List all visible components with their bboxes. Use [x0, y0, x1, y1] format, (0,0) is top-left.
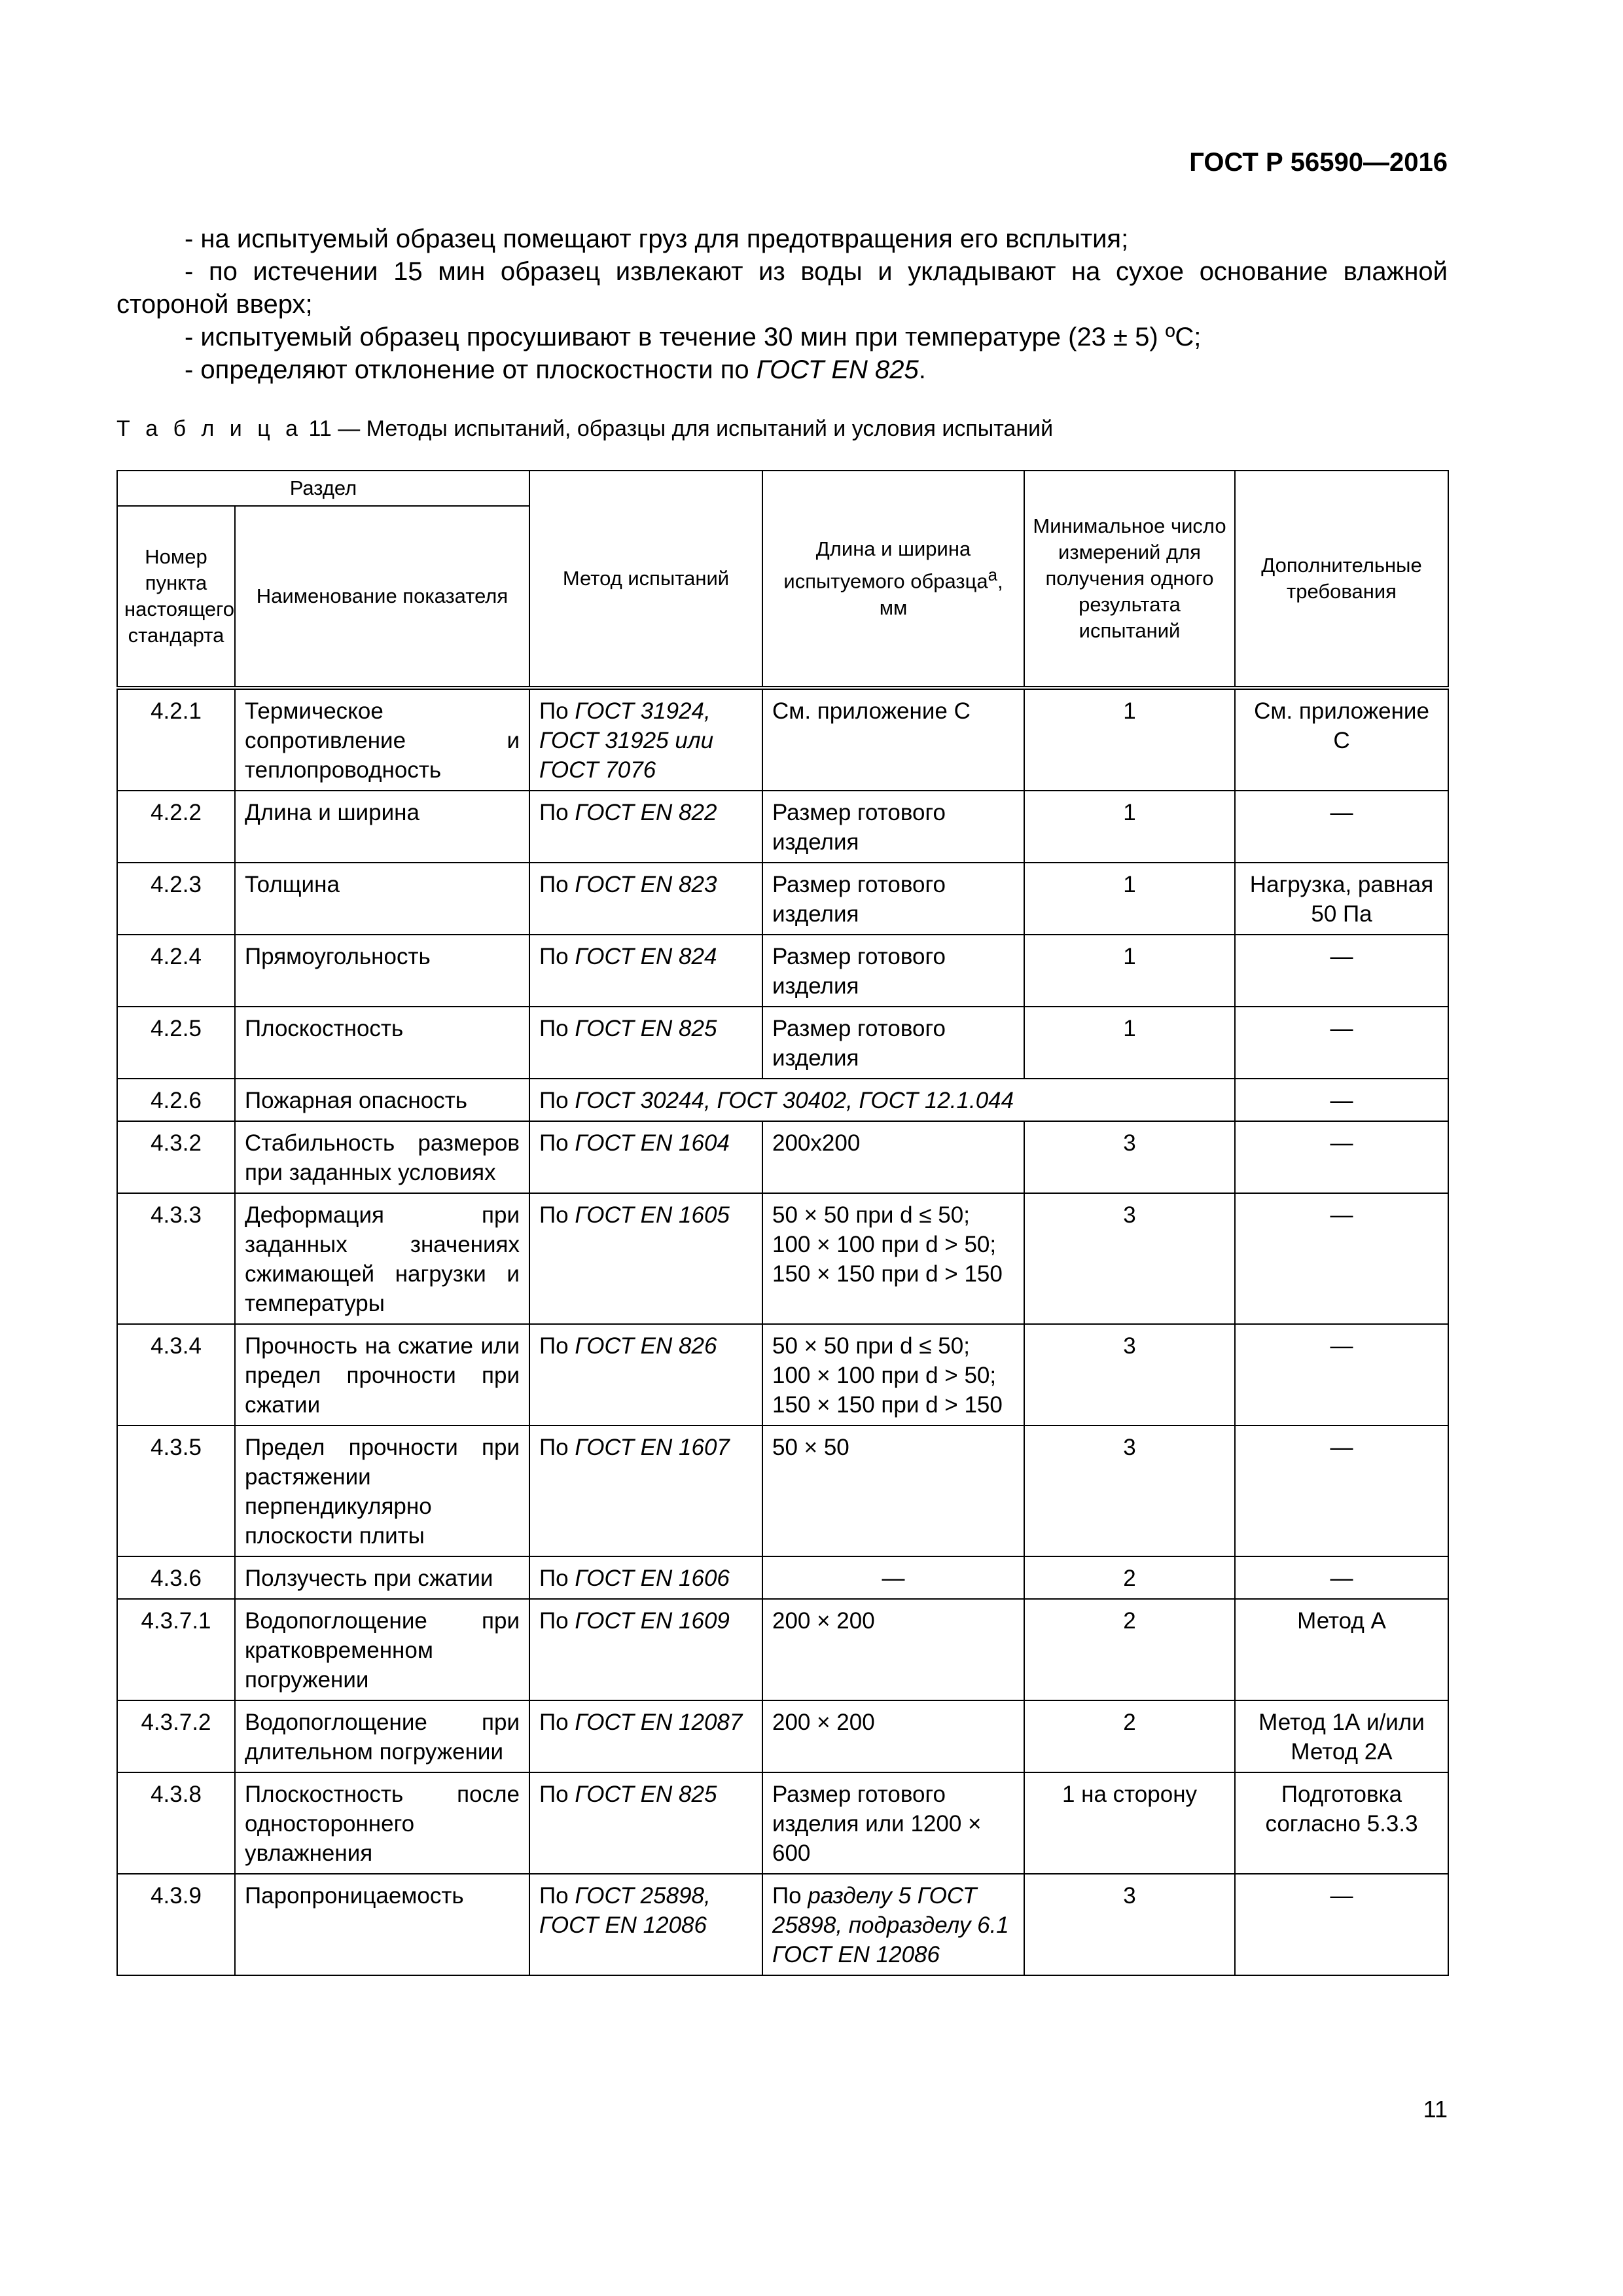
header-name: Наименование показателя [235, 506, 529, 688]
standard-reference: ГОСТ EN 1606 [575, 1566, 730, 1591]
additional-requirements: — [1235, 1007, 1448, 1079]
specimen-size [762, 1599, 1024, 1700]
additional-requirements: — [1235, 1556, 1448, 1599]
min-measurements: 3 [1024, 1324, 1235, 1426]
test-method [529, 1324, 762, 1426]
clause-number: 4.3.3 [117, 1193, 235, 1324]
method-prefix: По [539, 800, 575, 825]
standard-reference: ГОСТ EN 822 [575, 800, 717, 825]
specimen-size [762, 1007, 1024, 1079]
test-method [529, 935, 762, 1007]
specimen-size-text: Размер готового изделия [772, 1016, 946, 1071]
min-measurements: 1 [1024, 935, 1235, 1007]
clause-number: 4.3.9 [117, 1874, 235, 1975]
indicator-name: Толщина [235, 863, 529, 935]
clause-number: 4.3.7.2 [117, 1700, 235, 1772]
additional-requirements: — [1235, 1874, 1448, 1975]
specimen-size [762, 1121, 1024, 1193]
method-prefix: По [539, 1435, 575, 1460]
clause-number: 4.2.6 [117, 1079, 235, 1121]
specimen-size [762, 1556, 1024, 1599]
additional-requirements: См. приложение С [1235, 688, 1448, 791]
indicator-name: Водопоглощение при кратковременном погружении [235, 1599, 529, 1700]
test-method [529, 1599, 762, 1700]
header-razdel: Раздел [117, 471, 529, 506]
indicator-name: Плоскостность после одностороннего увлажнения [235, 1772, 529, 1874]
table-row [117, 1079, 1448, 1121]
clause-number: 4.2.3 [117, 863, 235, 935]
test-method [529, 688, 762, 791]
method-prefix: По [539, 1782, 575, 1807]
clause-number: 4.2.2 [117, 791, 235, 863]
specimen-size [762, 1700, 1024, 1772]
indicator-name: Стабильность размеров при заданных условиях [235, 1121, 529, 1193]
specimen-size [762, 1193, 1024, 1324]
clause-number: 4.2.5 [117, 1007, 235, 1079]
standard-reference: ГОСТ EN 826 [575, 1333, 717, 1359]
additional-requirements: — [1235, 1193, 1448, 1324]
header-size-text: Длина и ширина испытуемого образца [783, 537, 988, 593]
min-measurements: 3 [1024, 1193, 1235, 1324]
clause-number: 4.3.6 [117, 1556, 235, 1599]
specimen-size-prefix: По [772, 1883, 808, 1909]
test-method [529, 1700, 762, 1772]
standard-reference: ГОСТ EN 1609 [575, 1608, 730, 1634]
intro-text [116, 223, 1448, 386]
min-measurements: 1 [1024, 791, 1235, 863]
specimen-size [762, 791, 1024, 863]
clause-number: 4.3.2 [117, 1121, 235, 1193]
specimen-size-text: 200 × 200 [772, 1608, 875, 1634]
min-measurements: 3 [1024, 1121, 1235, 1193]
specimen-size-text: — [882, 1566, 905, 1591]
specimen-size [762, 1426, 1024, 1556]
additional-requirements: Метод 1А и/или Метод 2А [1235, 1700, 1448, 1772]
method-prefix: По [539, 698, 575, 724]
clause-number: 4.3.8 [117, 1772, 235, 1874]
indicator-name: Деформация при заданных значениях сжимающей нагрузки и температуры [235, 1193, 529, 1324]
intro-line: - на испытуемый образец помещают груз для предотвращения его всплытия; [185, 224, 1129, 253]
specimen-size-text: 50 × 50 при d ≤ 50; 100 × 100 при d > 50; 150 × 150 при d > 150 [772, 1333, 1003, 1418]
indicator-name: Паропроницаемость [235, 1874, 529, 1975]
header-extra: Дополнительные требования [1235, 471, 1448, 688]
standard-reference: ГОСТ EN 1607 [575, 1435, 730, 1460]
table-body [117, 688, 1448, 1975]
min-measurements: 3 [1024, 1874, 1235, 1975]
specimen-size [762, 1874, 1024, 1975]
additional-requirements: — [1235, 1324, 1448, 1426]
header-size-footnote: а [988, 566, 997, 585]
standard-reference: ГОСТ 31924, ГОСТ 31925 или ГОСТ 7076 [539, 698, 714, 783]
specimen-size-text: 50 × 50 при d ≤ 50; 100 × 100 при d > 50; 150 × 150 при d > 150 [772, 1202, 1003, 1287]
table-row [117, 1874, 1448, 1975]
table-row [117, 935, 1448, 1007]
min-measurements: 1 [1024, 688, 1235, 791]
table-row [117, 1121, 1448, 1193]
intro-line: - по истечении 15 мин образец извлекают из воды и укладывают на сухое основание влажной стороной вверх; [116, 257, 1448, 319]
header-nomer: Номер пункта настоящего стандарта [117, 506, 235, 688]
clause-number: 4.3.7.1 [117, 1599, 235, 1700]
indicator-name: Пожарная опасность [235, 1079, 529, 1121]
table-row [117, 1426, 1448, 1556]
min-measurements: 1 [1024, 1007, 1235, 1079]
min-measurements: 1 [1024, 863, 1235, 935]
method-prefix: По [539, 1130, 575, 1156]
method-prefix: По [539, 1566, 575, 1591]
table-row [117, 1700, 1448, 1772]
indicator-name: Длина и ширина [235, 791, 529, 863]
indicator-name: Прочность на сжатие или предел прочности при сжатии [235, 1324, 529, 1426]
specimen-size [762, 935, 1024, 1007]
standard-reference: ГОСТ EN 825 [575, 1782, 717, 1807]
additional-requirements: Нагрузка, равная 50 Па [1235, 863, 1448, 935]
standard-reference: ГОСТ 30244, ГОСТ 30402, ГОСТ 12.1.044 [575, 1088, 1014, 1113]
test-method [529, 863, 762, 935]
table-row [117, 688, 1448, 791]
indicator-name: Плоскостность [235, 1007, 529, 1079]
page-number: 11 [1423, 2096, 1448, 2123]
intro-line: - испытуемый образец просушивают в течение 30 мин при температуре (23 ± 5) ºС; [185, 323, 1202, 351]
min-measurements: 2 [1024, 1556, 1235, 1599]
additional-requirements: — [1235, 1121, 1448, 1193]
specimen-size-text: 50 × 50 [772, 1435, 849, 1460]
clause-number: 4.3.4 [117, 1324, 235, 1426]
header-size [762, 471, 1024, 688]
clause-number: 4.2.4 [117, 935, 235, 1007]
table-row [117, 1556, 1448, 1599]
test-method [529, 1121, 762, 1193]
indicator-name: Прямоугольность [235, 935, 529, 1007]
header-min-count: Минимальное число измерений для получения одного результата испытаний [1024, 471, 1235, 688]
standard-reference: ГОСТ EN 825 [575, 1016, 717, 1041]
min-measurements: 1 на сторону [1024, 1772, 1235, 1874]
method-prefix: По [539, 1202, 575, 1228]
test-method [529, 1772, 762, 1874]
min-measurements: 2 [1024, 1700, 1235, 1772]
specimen-size-text: Размер готового изделия [772, 872, 946, 927]
indicator-name: Предел прочности при растяжении перпендикулярно плоскости плиты [235, 1426, 529, 1556]
table-row [117, 791, 1448, 863]
table-row [117, 1007, 1448, 1079]
min-measurements: 3 [1024, 1426, 1235, 1556]
clause-number: 4.3.5 [117, 1426, 235, 1556]
test-method [529, 1193, 762, 1324]
test-method [529, 1874, 762, 1975]
test-method [529, 1079, 1235, 1121]
additional-requirements: — [1235, 791, 1448, 863]
standard-reference: ГОСТ 25898, ГОСТ EN 12086 [539, 1883, 711, 1938]
specimen-size [762, 1324, 1024, 1426]
method-prefix: По [539, 1883, 575, 1909]
additional-requirements: — [1235, 935, 1448, 1007]
method-prefix: По [539, 944, 575, 969]
test-method [529, 791, 762, 863]
table-row [117, 1599, 1448, 1700]
specimen-size-text: Размер готового изделия [772, 944, 946, 999]
standard-reference: ГОСТ EN 1605 [575, 1202, 730, 1228]
min-measurements: 2 [1024, 1599, 1235, 1700]
clause-number: 4.2.1 [117, 688, 235, 791]
intro-line-prefix: - определяют отклонение от плоскостности по [185, 355, 757, 384]
test-method [529, 1426, 762, 1556]
table-row [117, 1772, 1448, 1874]
specimen-size-text: разделу 5 ГОСТ 25898, подразделу 6.1 ГОСТ EN 12086 [772, 1883, 1009, 1967]
indicator-name: Ползучесть при сжатии [235, 1556, 529, 1599]
method-prefix: По [539, 1016, 575, 1041]
specimen-size-text: 200x200 [772, 1130, 861, 1156]
table-row [117, 863, 1448, 935]
table-caption [116, 416, 1053, 442]
table-row [117, 1193, 1448, 1324]
standard-reference: ГОСТ EN 823 [575, 872, 717, 897]
additional-requirements: Метод А [1235, 1599, 1448, 1700]
method-prefix: По [539, 1608, 575, 1634]
standard-reference: ГОСТ EN 825 [756, 355, 919, 384]
specimen-size [762, 688, 1024, 791]
additional-requirements: — [1235, 1426, 1448, 1556]
test-method [529, 1556, 762, 1599]
intro-line-suffix: . [918, 355, 926, 384]
method-prefix: По [539, 1333, 575, 1359]
intro-line [116, 353, 1448, 386]
standard-reference: ГОСТ EN 824 [575, 944, 717, 969]
table-caption-text: 11 — Методы испытаний, образцы для испытаний и условия испытаний [302, 416, 1054, 441]
document-number: ГОСТ Р 56590—2016 [1189, 148, 1448, 177]
additional-requirements: — [1235, 1079, 1448, 1121]
indicator-name: Водопоглощение при длительном погружении [235, 1700, 529, 1772]
specimen-size [762, 1772, 1024, 1874]
specimen-size-text: 200 × 200 [772, 1710, 875, 1735]
header-size-unit: , мм [879, 569, 1003, 619]
test-methods-table [116, 470, 1449, 1976]
additional-requirements: Подготовка согласно 5.3.3 [1235, 1772, 1448, 1874]
specimen-size-text: Размер готового изделия [772, 800, 946, 855]
table-row [117, 1324, 1448, 1426]
specimen-size [762, 863, 1024, 935]
method-prefix: По [539, 1710, 575, 1735]
method-prefix: По [539, 1088, 575, 1113]
method-prefix: По [539, 872, 575, 897]
table-caption-label: Т а б л и ц а [116, 416, 303, 441]
indicator-name: Термическое сопротивление и теплопроводность [235, 688, 529, 791]
test-method [529, 1007, 762, 1079]
standard-reference: ГОСТ EN 12087 [575, 1710, 743, 1735]
specimen-size-text: Размер готового изделия или 1200 × 600 [772, 1782, 982, 1866]
table-header [117, 471, 1448, 688]
standard-reference: ГОСТ EN 1604 [575, 1130, 730, 1156]
header-method: Метод испытаний [529, 471, 762, 688]
specimen-size-text: См. приложение С [772, 698, 971, 724]
